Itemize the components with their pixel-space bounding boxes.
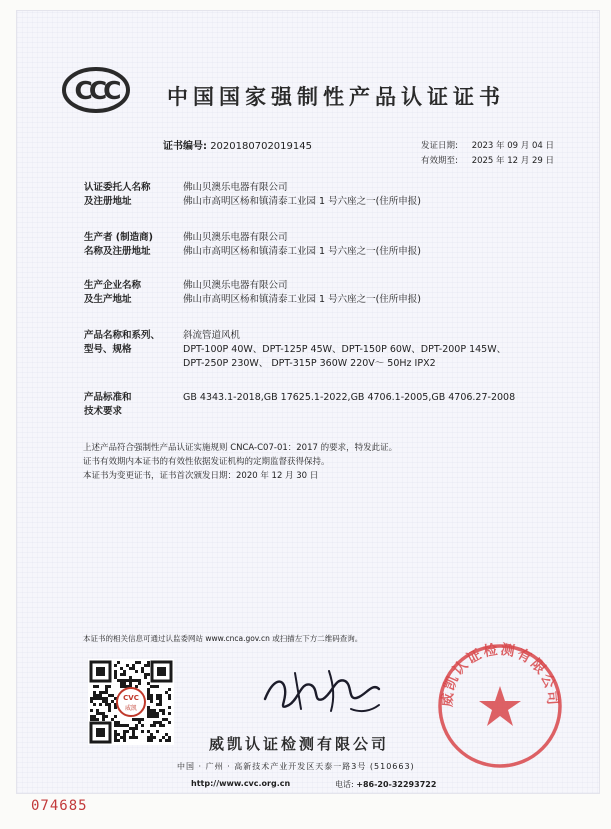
qr-module (129, 676, 132, 679)
qr-module (108, 709, 111, 712)
product-name: 斜流管道风机 (183, 330, 241, 341)
qr-module (156, 721, 159, 724)
qr-module (132, 730, 135, 733)
qr-module (162, 712, 165, 715)
qr-cvc-badge-icon (117, 688, 145, 716)
qr-module (147, 673, 150, 676)
qr-module (156, 694, 159, 697)
seal-star-icon (479, 686, 521, 726)
qr-module (141, 730, 144, 733)
qr-module (156, 697, 159, 700)
qr-module (147, 709, 150, 712)
qr-module (168, 721, 171, 724)
standards-value: GB 4343.1-2018,GB 17625.1-2022,GB 4706.1-2005,GB 4706.27-2008 (183, 392, 516, 403)
qr-module (165, 733, 168, 736)
qr-module (114, 670, 117, 673)
standards-label-line-1: 产品标准和 (84, 392, 132, 403)
qr-module (135, 661, 138, 664)
qr-module (123, 733, 126, 736)
qr-module (132, 736, 135, 739)
qr-module (153, 712, 156, 715)
qr-module (120, 667, 123, 670)
qr-module (114, 673, 117, 676)
qr-module (96, 697, 99, 700)
qr-module (129, 727, 132, 730)
certificate-number-label: 证书编号: (163, 141, 207, 152)
qr-module (165, 691, 168, 694)
qr-badge-brand: CVC (123, 694, 139, 702)
qr-module (120, 736, 123, 739)
qr-module (114, 664, 117, 667)
qr-module (93, 685, 96, 688)
qr-module (159, 709, 162, 712)
qr-module (159, 739, 162, 742)
qr-module (105, 700, 108, 703)
applicant-label-line-1: 认证委托人名称 (84, 182, 151, 193)
statement-line-3: 本证书为变更证书，证书首次颁发日期：2020 年 12 月 30 日 (83, 471, 319, 481)
issuer-name: 威凯认证检测有限公司 (209, 735, 390, 753)
qr-module (99, 694, 102, 697)
qr-module (102, 718, 105, 721)
qr-module (147, 697, 150, 700)
qr-module (156, 715, 159, 718)
qr-module (126, 730, 129, 733)
qr-module (144, 676, 147, 679)
serial-number: 074685 (31, 798, 88, 814)
qr-module (135, 679, 138, 682)
qr-module (135, 724, 138, 727)
qr-module (114, 739, 117, 742)
qr-module (153, 721, 156, 724)
manufacturer-label-line-1: 生产者 (制造商) (84, 232, 153, 243)
qr-module (114, 721, 117, 724)
qr-module (168, 697, 171, 700)
qr-badge-text: 威凯 (124, 705, 138, 712)
certificate-title: 中国国家强制性产品认证证书 (167, 85, 505, 109)
qr-module (102, 700, 105, 703)
product-models-line-2: DPT-250P 230W、 DPT-315P 360W 220V～ 50Hz IPX2 (183, 358, 436, 369)
certificate-dates (421, 139, 554, 169)
qr-module (168, 706, 171, 709)
qr-module (135, 685, 138, 688)
manufacturer-value (183, 231, 421, 259)
qr-module (147, 715, 150, 718)
qr-module (96, 685, 99, 688)
qr-module (168, 694, 171, 697)
qr-module (150, 697, 153, 700)
qr-module (147, 661, 150, 664)
qr-module (105, 685, 108, 688)
qr-module (147, 736, 150, 739)
qr-module (114, 733, 117, 736)
qr-module (159, 703, 162, 706)
qr-module (93, 694, 96, 697)
expiry-date-label: 有效期至: (421, 156, 458, 166)
qr-module (117, 739, 120, 742)
qr-module (93, 691, 96, 694)
telephone-value: +86-20-32293722 (356, 780, 437, 789)
qr-module (138, 718, 141, 721)
qr-module (159, 724, 162, 727)
qr-module (90, 715, 93, 718)
qr-module (138, 679, 141, 682)
qr-module (123, 670, 126, 673)
qr-module (168, 736, 171, 739)
qr-module (90, 700, 93, 703)
qr-module (102, 691, 105, 694)
qr-module (117, 724, 120, 727)
qr-module (141, 718, 144, 721)
product-label-line-2: 型号、规格 (84, 344, 132, 355)
qr-module (93, 697, 96, 700)
qr-module (165, 718, 168, 721)
qr-module (99, 703, 102, 706)
qr-module (96, 694, 99, 697)
qr-module (147, 730, 150, 733)
qr-module (159, 700, 162, 703)
qr-module (96, 718, 99, 721)
qr-module (117, 733, 120, 736)
qr-module (111, 718, 114, 721)
qr-module (114, 706, 117, 709)
qr-module (120, 682, 123, 685)
qr-module (108, 685, 111, 688)
qr-module (129, 679, 132, 682)
standards-label-line-2: 技术要求 (84, 406, 123, 417)
qr-module (153, 715, 156, 718)
manufacturer-name: 佛山贝澳乐电器有限公司 (183, 232, 288, 243)
qr-module (156, 712, 159, 715)
qr-module (108, 706, 111, 709)
qr-module (105, 691, 108, 694)
qr-module (150, 709, 153, 712)
certificate-sheet (16, 10, 600, 794)
ccc-logo-text: CCC (74, 76, 118, 105)
applicant-label (84, 181, 151, 209)
qr-module (141, 670, 144, 673)
issue-date-value: 2023 年 09 月 04 日 (471, 141, 554, 151)
qr-module (150, 715, 153, 718)
qr-module (147, 688, 150, 691)
qr-module (99, 697, 102, 700)
qr-module (138, 682, 141, 685)
issue-date-label: 发证日期: (421, 141, 458, 151)
qr-module (159, 721, 162, 724)
certificate-number-value: 2020180702019145 (210, 141, 312, 152)
qr-module (141, 667, 144, 670)
qr-module (102, 715, 105, 718)
qr-module (147, 694, 150, 697)
qr-module (159, 694, 162, 697)
qr-module (135, 670, 138, 673)
applicant-address: 佛山市高明区杨和镇清泰工业园 1 号六座之一(住所申报) (183, 196, 421, 207)
qr-module (93, 715, 96, 718)
qr-module (120, 724, 123, 727)
issuer-address: 中国 · 广州 · 高新技术产业开发区天泰一路3号 (510663) (177, 762, 415, 771)
qr-module (165, 739, 168, 742)
qr-module (132, 679, 135, 682)
qr-module (138, 721, 141, 724)
qr-module (123, 724, 126, 727)
qr-module (111, 694, 114, 697)
qr-module (132, 727, 135, 730)
official-seal-icon (435, 641, 565, 771)
lookup-note: 本证书的相关信息可通过认监委网站 www.cnca.gov.cn 或扫描左下方二维码查询。 (83, 634, 363, 643)
qr-module (108, 694, 111, 697)
qr-module (105, 697, 108, 700)
qr-module (132, 718, 135, 721)
qr-module (150, 739, 153, 742)
qr-module (156, 703, 159, 706)
qr-module (141, 724, 144, 727)
qr-module (126, 724, 129, 727)
qr-module (111, 700, 114, 703)
qr-module (120, 673, 123, 676)
qr-module (117, 661, 120, 664)
qr-module (90, 718, 93, 721)
qr-module (147, 664, 150, 667)
qr-module (150, 712, 153, 715)
qr-module (126, 664, 129, 667)
qr-module (99, 712, 102, 715)
qr-module (90, 709, 93, 712)
manufacturer-label (84, 231, 153, 259)
qr-module (93, 703, 96, 706)
applicant-name: 佛山贝澳乐电器有限公司 (183, 182, 288, 193)
product-value (183, 329, 506, 371)
qr-module (102, 697, 105, 700)
manufacturer-address: 佛山市高明区杨和镇清泰工业园 1 号六座之一(住所申报) (183, 246, 421, 257)
qr-module (123, 736, 126, 739)
qr-module (105, 703, 108, 706)
statement-line-1: 上述产品符合强制性产品认证实施规则 CNCA-C07-01：2017 的要求，特发此证。 (83, 443, 398, 453)
qr-module (147, 682, 150, 685)
statement-line-2: 证书有效期内本证书的有效性依据发证机构的定期监督获得保持。 (83, 457, 330, 467)
qr-module (126, 679, 129, 682)
qr-module (105, 688, 108, 691)
qr-module (150, 700, 153, 703)
qr-module (147, 712, 150, 715)
qr-module (162, 736, 165, 739)
manufacturer-label-line-2: 名称及注册地址 (84, 246, 151, 257)
qr-module (135, 718, 138, 721)
qr-module (129, 667, 132, 670)
qr-module (168, 712, 171, 715)
qr-module (150, 694, 153, 697)
qr-module (150, 733, 153, 736)
qr-module (156, 685, 159, 688)
qr-module (150, 724, 153, 727)
qr-module (153, 736, 156, 739)
qr-module (153, 724, 156, 727)
qr-module (156, 730, 159, 733)
qr-module (150, 736, 153, 739)
qr-module (144, 673, 147, 676)
qr-module (132, 667, 135, 670)
qr-module (114, 676, 117, 679)
factory-value (183, 279, 421, 307)
qr-module (162, 718, 165, 721)
qr-module (135, 727, 138, 730)
qr-module (93, 718, 96, 721)
product-label-line-1: 产品名称和系列、 (84, 330, 161, 341)
issuer-website-link[interactable]: http://www.cvc.org.cn (191, 779, 291, 788)
qr-module (138, 661, 141, 664)
qr-module (108, 703, 111, 706)
qr-module (153, 685, 156, 688)
standards-label (84, 391, 132, 419)
qr-code[interactable] (88, 659, 174, 745)
qr-module (168, 739, 171, 742)
factory-label-line-2: 及生产地址 (84, 294, 132, 305)
qr-module (123, 730, 126, 733)
qr-module (135, 736, 138, 739)
factory-label-line-1: 生产企业名称 (84, 280, 142, 291)
applicant-label-line-2: 及注册地址 (84, 196, 132, 207)
qr-module (153, 709, 156, 712)
qr-module (150, 685, 153, 688)
qr-module (168, 688, 171, 691)
qr-module (96, 709, 99, 712)
qr-module (147, 739, 150, 742)
qr-module (162, 724, 165, 727)
qr-module (117, 679, 120, 682)
qr-module (144, 664, 147, 667)
telephone-label: 电话: (335, 780, 354, 789)
factory-label (84, 279, 141, 307)
qr-module (129, 682, 132, 685)
qr-module (123, 682, 126, 685)
product-models-line-1: DPT-100P 40W、DPT-125P 45W、DPT-150P 60W、DPT-200P 145W、 (183, 344, 507, 355)
qr-module (102, 712, 105, 715)
qr-module (129, 736, 132, 739)
qr-module (123, 679, 126, 682)
qr-module (123, 685, 126, 688)
qr-module (114, 736, 117, 739)
product-label (84, 329, 160, 357)
seal-text: 威凯认证检测有限公司 (439, 641, 561, 708)
ccc-logo-icon (61, 66, 131, 114)
certification-statement (83, 441, 397, 483)
qr-module (123, 673, 126, 676)
qr-module (123, 739, 126, 742)
qr-module (159, 697, 162, 700)
qr-module (147, 691, 150, 694)
qr-module (162, 709, 165, 712)
qr-module (96, 712, 99, 715)
qr-module (147, 706, 150, 709)
qr-module (114, 730, 117, 733)
expiry-date-value: 2025 年 12 月 29 日 (471, 156, 554, 166)
qr-module (99, 691, 102, 694)
qr-module (90, 697, 93, 700)
qr-module (114, 715, 117, 718)
certificate-number (163, 137, 312, 152)
qr-module (105, 715, 108, 718)
qr-module (117, 721, 120, 724)
factory-name: 佛山贝澳乐电器有限公司 (183, 280, 288, 291)
qr-module (132, 733, 135, 736)
qr-module (120, 679, 123, 682)
qr-module (120, 685, 123, 688)
qr-module (114, 724, 117, 727)
applicant-value (183, 181, 421, 209)
qr-module (132, 664, 135, 667)
factory-address: 佛山市高明区杨和镇清泰工业园 1 号六座之一(住所申报) (183, 294, 421, 305)
issuer-telephone (335, 779, 436, 790)
signature-icon (255, 659, 385, 721)
